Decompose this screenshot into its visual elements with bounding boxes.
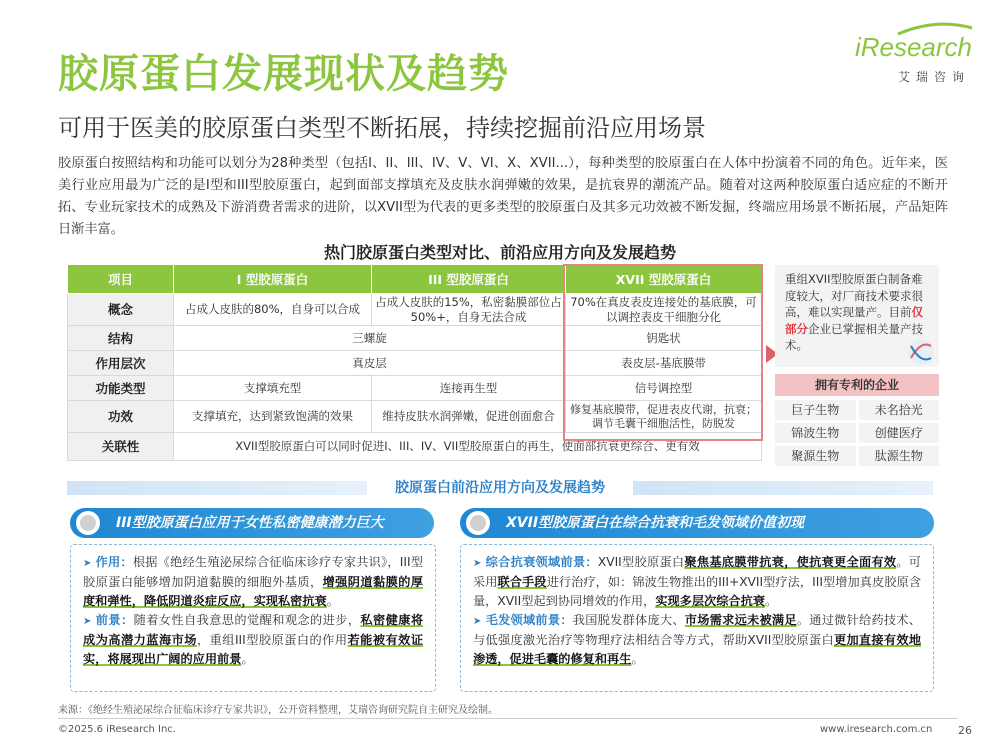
company-item: 巨子生物 <box>775 400 856 420</box>
left-trend-card <box>70 544 436 692</box>
website-link[interactable]: www.iresearch.com.cn <box>820 724 933 735</box>
column-header: I 型胶原蛋白 <box>174 265 372 294</box>
table-cell: 支撑填充型 <box>174 376 372 401</box>
table-cell: 维持皮肤水润弹嫩，促进创面愈合 <box>372 401 566 433</box>
table-cell: 占成人皮肤的15%，私密黏膜部位占50%+，自身无法合成 <box>372 294 566 326</box>
table-cell: 支撑填充，达到紧致饱满的效果 <box>174 401 372 433</box>
trends-banner-title: 胶原蛋白前沿应用方向及发展趋势 <box>395 480 605 496</box>
right-trend-heading: XVII型胶原蛋白在综合抗衰和毛发领域价值初现 <box>506 515 805 531</box>
table-row <box>68 433 762 461</box>
table-row <box>68 326 762 351</box>
left-trend-paragraph: ➤ 作用：根据《绝经生殖泌尿综合征临床诊疗专家共识》，III型胶原蛋白能够增加阴道黏膜的细胞外基质，增强阴道黏膜的厚度和弹性，降低阴道炎症反应，实现私密抗衰。 <box>83 555 424 608</box>
column-header: 项目 <box>68 265 174 294</box>
comparison-table <box>67 264 762 461</box>
page-number: 26 <box>958 724 972 737</box>
footer-divider <box>58 718 958 719</box>
dna-icon <box>905 338 937 366</box>
logo-wordmark: iResearch <box>854 32 972 62</box>
side-note-text: 重组XVII型胶原蛋白制备难度较大，对厂商技术要求很高，难以实现量产。目前 <box>785 272 923 319</box>
row-header: 关联性 <box>68 433 174 461</box>
row-header: 结构 <box>68 326 174 351</box>
table-title: 热门胶原蛋白类型对比、前沿应用方向及发展趋势 <box>323 243 676 262</box>
table-header-row <box>68 265 762 294</box>
right-trend-paragraph: ➤ 毛发领域前景：我国脱发群体庞大、市场需求远未被满足。通过微针给药技术、与低强度激光治疗等物理疗法相结合等方式，帮助XVII型胶原蛋白更加直接有效地渗透，促进毛囊的修复和再生。 <box>473 613 922 666</box>
right-trend-paragraph: ➤ 综合抗衰领域前景：XVII型胶原蛋白聚焦基底膜带抗衰，使抗衰更全面有效。可采用联合手段进行治疗，如：锦波生物推出的III+XVII型疗法，III型增加真皮胶原含量，XVII型起到协同增效的作用，实现多层次综合抗衰。 <box>473 555 922 608</box>
iresearch-logo <box>854 28 972 90</box>
arrow-bullet-icon: ➤ <box>473 616 482 627</box>
column-header: XVII 型胶原蛋白 <box>566 265 762 294</box>
table-cell: 占成人皮肤的80%，自身可以合成 <box>174 294 372 326</box>
logo-chinese-name: 艾瑞咨询 <box>897 70 970 84</box>
table-cell: 三螺旋 <box>174 326 566 351</box>
company-item: 未名拾光 <box>859 400 940 420</box>
table-cell: 表皮层-基底膜带 <box>566 351 762 376</box>
table-cell: 70%在真皮表皮连接处的基底膜，可以调控表皮干细胞分化 <box>566 294 762 326</box>
trends-banner <box>67 477 933 499</box>
patent-title: 拥有专利的企业 <box>775 374 939 396</box>
right-trend-pill <box>460 508 934 538</box>
table-cell: 连接再生型 <box>372 376 566 401</box>
company-item: 聚源生物 <box>775 446 856 466</box>
intro-paragraph: 胶原蛋白按照结构和功能可以划分为28种类型（包括I、II、III、IV、V、VI、X、XVII...），每种类型的胶原蛋白在人体中扮演着不同的角色。近年来，医美行业应用最为广泛的是I型和III型胶原蛋白，起到面部支撑填充及皮肤水润弹嫩的效果，是抗衰界的潮流产品。随着对这两种胶原蛋白适应症的不断开拓、专业玩家技术的成熟及下游消费者需求的进阶，以XVII型为代表的更多类型的胶原蛋白及其多元功效被不断发掘，终端应用场景不断拓展，产品矩阵日渐丰富。 <box>58 156 948 237</box>
circle-icon <box>466 511 490 535</box>
table-cell: XVII型胶原蛋白可以同时促进I、III、IV、VII型胶原蛋白的再生，使面部抗衰更综合、更有效 <box>174 433 762 461</box>
table-row <box>68 376 762 401</box>
table-cell: 钥匙状 <box>566 326 762 351</box>
arrow-bullet-icon: ➤ <box>473 558 482 569</box>
left-trend-pill <box>70 508 434 538</box>
copyright: ©2025.6 iResearch Inc. <box>58 724 176 735</box>
source-note: 来源：《绝经生殖泌尿综合征临床诊疗专家共识》，公开资料整理，艾瑞咨询研究院自主研究及绘制。 <box>58 705 498 716</box>
table-cell: 真皮层 <box>174 351 566 376</box>
table-cell: 信号调控型 <box>566 376 762 401</box>
table-cell: 修复基底膜带，促进表皮代谢，抗衰；调节毛囊干细胞活性，防脱发 <box>566 401 762 433</box>
company-item: 创健医疗 <box>859 423 940 443</box>
row-header: 作用层次 <box>68 351 174 376</box>
arrow-bullet-icon: ➤ <box>83 558 92 569</box>
column-header: III 型胶原蛋白 <box>372 265 566 294</box>
page-subtitle: 可用于医美的胶原蛋白类型不断拓展，持续挖掘前沿应用场景 <box>58 114 706 142</box>
page-title: 胶原蛋白发展现状及趋势 <box>58 51 509 97</box>
row-header: 功能类型 <box>68 376 174 401</box>
table-row <box>68 351 762 376</box>
side-note-text: 企业已掌握相关量产技术。 <box>785 321 923 352</box>
left-trend-paragraph: ➤ 前景：随着女性自我意思的觉醒和观念的进步，私密健康将成为高潜力蓝海市场，重组III型胶原蛋白的作用若能被有效证实，将展现出广阔的应用前景。 <box>83 613 424 666</box>
patent-companies-panel <box>775 374 939 466</box>
right-trend-card <box>460 544 934 692</box>
left-trend-heading: III型胶原蛋白应用于女性私密健康潜力巨大 <box>116 515 384 531</box>
side-note-emphasis: 仅部分 <box>785 305 923 336</box>
company-item: 肽源生物 <box>859 446 940 466</box>
table-row <box>68 401 762 433</box>
circle-icon <box>76 511 100 535</box>
arrow-bullet-icon: ➤ <box>83 616 92 627</box>
table-row <box>68 294 762 326</box>
company-item: 锦波生物 <box>775 423 856 443</box>
row-header: 功效 <box>68 401 174 433</box>
row-header: 概念 <box>68 294 174 326</box>
